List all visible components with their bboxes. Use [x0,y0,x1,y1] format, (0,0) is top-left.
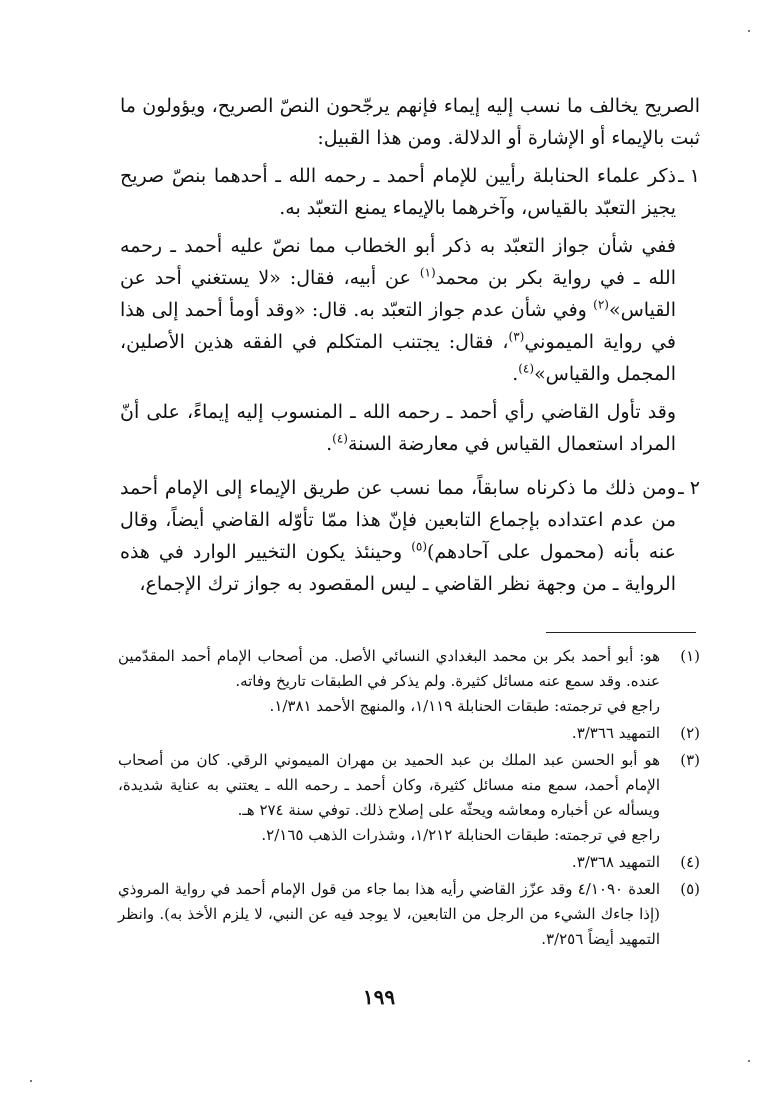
footnote-2 [118,721,700,746]
item1-paragraph-1 [120,160,676,224]
scan-speck [748,30,750,32]
item1-p2-text-d: ، فقال: يجتنب المتكلم في الفقه هذين الأصلين، المجمل والقياس» [120,331,676,385]
footnote-1 [118,644,700,719]
list-item-1 [120,160,700,466]
footnote-line: هو: أبو أحمد بكر بن محمد البغدادي النسائي الأصل. من أصحاب الإمام أحمد المقدّمين عنده. وقد سمع عنه مسائل كثيرة. ولم يذكر في الطبقات تاريخ وفاته. [118,647,660,690]
intro-paragraph [120,90,700,154]
footnote-ref-4b[interactable]: (٤) [332,431,348,446]
main-text [120,90,700,612]
footnote-4 [118,850,700,875]
item1-p1-text: ذكر علماء الحنابلة رأيين للإمام أحمد ـ رحمه الله ـ أحدهما بنصّ صريح يجيز التعبّد بالقياس، وآخرهما بالإيماء يمنع التعبّد به. [120,165,676,219]
footnote-text [118,644,660,719]
item1-p3-end: . [326,433,333,455]
item1-p2-text-b: عن أبيه، فقال: «لا يستغني أحد عن القياس» [120,267,676,321]
item2-text-a: ومن ذلك ما ذكرناه سابقاً، مما نسب عن طريق الإيماء إلى الإمام أحمد من عدم اعتداده بإجماع التابعين فإنّ هذا ممّا تأوّله القاضي أيضاً، وقال عنه بأنه (محمول على آحادهم) [120,477,676,563]
scan-speck [30,1080,32,1082]
item1-p3-text: وقد تأول القاضي رأي أحمد ـ رحمه الله ـ المنسوب إليه إيماءً، على أنّ المراد استعمال القياس في معارضة السنة [120,401,676,455]
item-body-2 [120,472,676,606]
footnote-ref-4[interactable]: (٤) [518,361,535,376]
footnotes [118,644,700,954]
footnote-ref-3[interactable]: (٣) [508,329,525,344]
item1-paragraph-2 [120,230,676,390]
footnote-number: (٤) [680,853,700,871]
footnote-ref-2[interactable]: (٢) [593,297,609,312]
scan-speck [748,1060,750,1062]
footnote-line: العدة ٤/١٠٩٠ وقد عزّز القاضي رأيه هذا بما جاء من قول الإمام أحمد في رواية المروذي (إذا جاءك الشيء من الرجل من التابعين، لا يوجد فيه عن النبي، لا يلزم الأخذ به). وانظر التمهيد أيضاً ٣/٢٥٦. [118,880,660,948]
footnote-line: التمهيد ٣/٣٦٦. [571,724,660,742]
footnote-number: (١) [680,647,700,665]
footnote-text [118,850,660,875]
item2-text-b: وحينئذ يكون التخيير الوارد في هذه الرواية ـ من وجهة نظر القاضي ـ ليس المقصود به جواز ترك الإجماع، [120,541,676,595]
intro-text: الصريح يخالف ما نسب إليه إيماء فإنهم يرجّحون النصّ الصريح، ويؤولون ما ثبت بالإيماء أو الإشارة أو الدلالة. ومن هذا القبيل: [120,95,700,149]
footnote-number: (٣) [680,751,700,769]
item1-paragraph-3 [120,396,676,460]
footnote-ref-1[interactable]: (١) [419,265,436,280]
footnote-line: التمهيد ٣/٣٦٨. [571,853,660,871]
footnote-separator [546,632,696,633]
page-number: ١٩٩ [362,985,396,1009]
item-number-2: ٢ ـ [678,477,700,499]
item2-paragraph [120,472,676,600]
footnote-ref-5[interactable]: (٥) [411,539,428,554]
list-item-2 [120,472,700,606]
footnote-text [118,721,660,746]
footnote-number: (٥) [680,880,700,898]
item1-p2-end: . [512,363,519,385]
item-number-1: ١ ـ [678,165,700,187]
footnote-3 [118,748,700,848]
footnote-line: هو أبو الحسن عبد الملك بن عبد الحميد بن مهران الميموني الرقي. كان من أصحاب الإمام أحمد، سمع منه مسائل كثيرة، وكان أحمد ـ رحمه الله ـ يعتني به عناية شديدة، ويسأله عن أخباره ومعاشه ويحثّه على إصلاح ذلك. توفي سنة ٢٧٤ هـ. [118,751,660,819]
footnote-5 [118,877,700,952]
footnote-line: راجع في ترجمته: طبقات الحنابلة ١/١١٩، والمنهج الأحمد ١/٣٨١. [269,697,660,715]
footnote-text [118,877,660,952]
item1-p2-text-a: ففي شأن جواز التعبّد به ذكر أبو الخطاب مما نصّ عليه أحمد ـ رحمه الله ـ في رواية بكر بن محمد [120,235,676,289]
item1-p2-text-c: وفي شأن عدم جواز التعبّد به. قال: «وقد أومأ أحمد إلى هذا في رواية الميموني [120,299,676,353]
item-body-1 [120,160,676,466]
footnote-number: (٢) [680,724,700,742]
footnote-text [118,748,660,848]
footnote-line: راجع في ترجمته: طبقات الحنابلة ١/٢١٢، وشذرات الذهب ٢/١٦٥. [261,826,660,844]
